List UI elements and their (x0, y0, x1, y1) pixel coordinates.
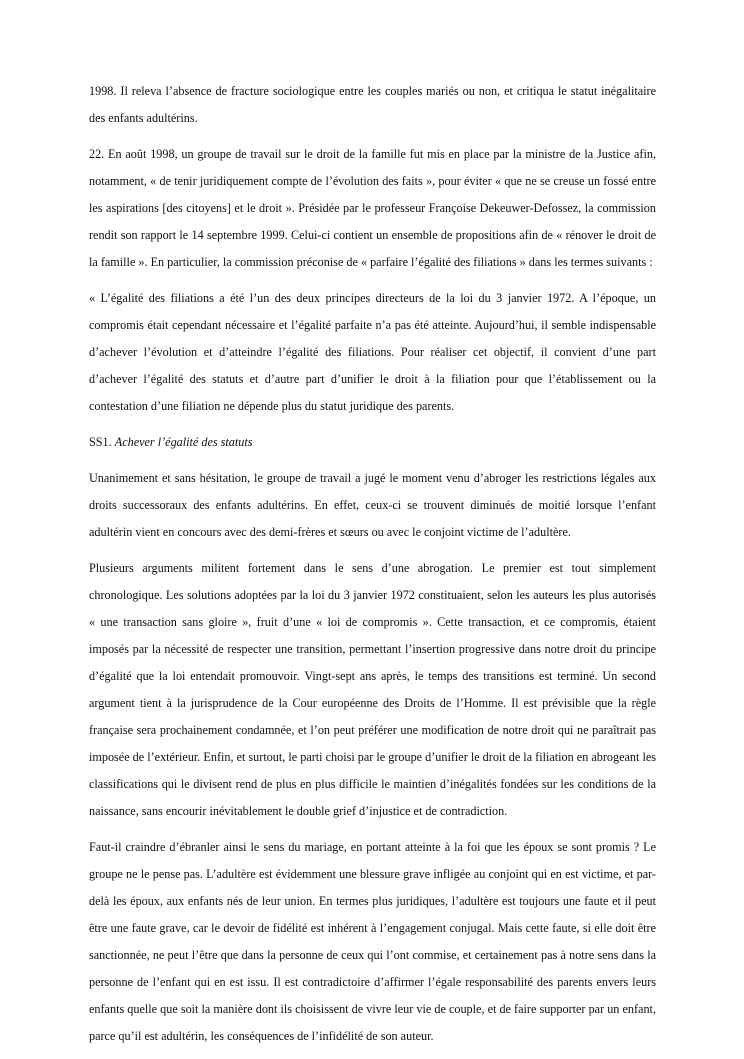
paragraph-quotation: « L’égalité des filiations a été l’un des deux principes directeurs de la loi du 3 janvier 1972. A l’époque, un compromis était cependant nécessaire et l’égalité parfaite n’a pas été atteinte. Aujourd’hui, il semble indispensable d’achever l’évolution et d’atteindre l’égalité des filiations. Pour réaliser cet objectif, il convient d’une part d’achever l’égalité des statuts et d’autre part d’unifier le droit à la filiation pour que l’établissement ou la contestation d’une filiation ne dépende plus du statut juridique des parents. (89, 291, 656, 413)
section-title: Achever l’égalité des statuts (114, 435, 253, 449)
section-heading (89, 429, 656, 456)
paragraph-1998-continuation: 1998. Il releva l’absence de fracture sociologique entre les couples mariés ou non, et critiqua le statut inégalitaire des enfants adultérins. (89, 84, 656, 125)
document-page (89, 78, 656, 1059)
paragraph-successoral-rights: Unanimement et sans hésitation, le groupe de travail a jugé le moment venu d’abroger les restrictions légales aux droits successoraux des enfants adultérins. En effet, ceux-ci se trouvent diminués de moitié lorsque l’enfant adultérin vient en concours avec des demi-frères et sœurs ou avec le conjoint victime de l’adultère. (89, 471, 656, 539)
paragraph-22-working-group: 22. En août 1998, un groupe de travail sur le droit de la famille fut mis en place par la ministre de la Justice afin, notamment, « de tenir juridiquement compte de l’évolution des faits », pour éviter « que ne se creuse un fossé entre les aspirations [des citoyens] et le droit ». Présidée par le professeur Françoise Dekeuwer-Defossez, la commission rendit son rapport le 14 septembre 1999. Celui-ci contient un ensemble de propositions afin de « rénover le droit de la famille ». En particulier, la commission préconise de « parfaire l’égalité des filiations » dans les termes suivants : (89, 147, 656, 269)
paragraph-arguments: Plusieurs arguments militent fortement dans le sens d’une abrogation. Le premier est tout simplement chronologique. Les solutions adoptées par la loi du 3 janvier 1972 constituaient, selon les auteurs les plus autorisés « une transaction sans gloire », fruit d’une « loi de compromis ». Cette transaction, et ce compromis, étaient imposés par la nécessité de respecter une transition, permettant l’insertion progressive dans notre droit du principe d’égalité que la loi entendait promouvoir. Vingt-sept ans après, le temps des transitions est terminé. Un second argument tient à la jurisprudence de la Cour européenne des Droits de l’Homme. Il est prévisible que la règle française sera prochainement condamnée, et l’on peut préférer une modification de notre droit qui ne paraîtrait pas imposée de l’extérieur. Enfin, et surtout, le parti choisi par le groupe d’unifier le droit de la filiation en abrogeant les classifications qui le divisent rend de plus en plus difficile le maintien d’inégalités fondées sur les conditions de la naissance, sans encourir inévitablement le double grief d’injustice et de contradiction. (89, 561, 656, 818)
section-number: SS1. (89, 435, 115, 449)
paragraph-marriage: Faut-il craindre d’ébranler ainsi le sens du mariage, en portant atteinte à la foi que les époux se sont promis ? Le groupe ne le pense pas. L’adultère est évidemment une blessure grave infligée au conjoint qui en est victime, et par-delà les époux, aux enfants nés de leur union. En termes plus juridiques, l’adultère est toujours une faute et il peut être une faute grave, car le devoir de fidélité est inhérent à l’engagement conjugal. Mais cette faute, si elle doit être sanctionnée, ne peut l’être que dans la personne de ceux qui l’ont commise, et certainement pas à notre sens dans la personne de l’enfant qui en est issu. Il est contradictoire d’affirmer l’égale responsabilité des parents envers leurs enfants quelle que soit la manière dont ils choisissent de vivre leur vie de couple, et de faire supporter par un enfant, parce qu’il est adultérin, les conséquences de l’infidélité de son auteur. (89, 840, 656, 1043)
